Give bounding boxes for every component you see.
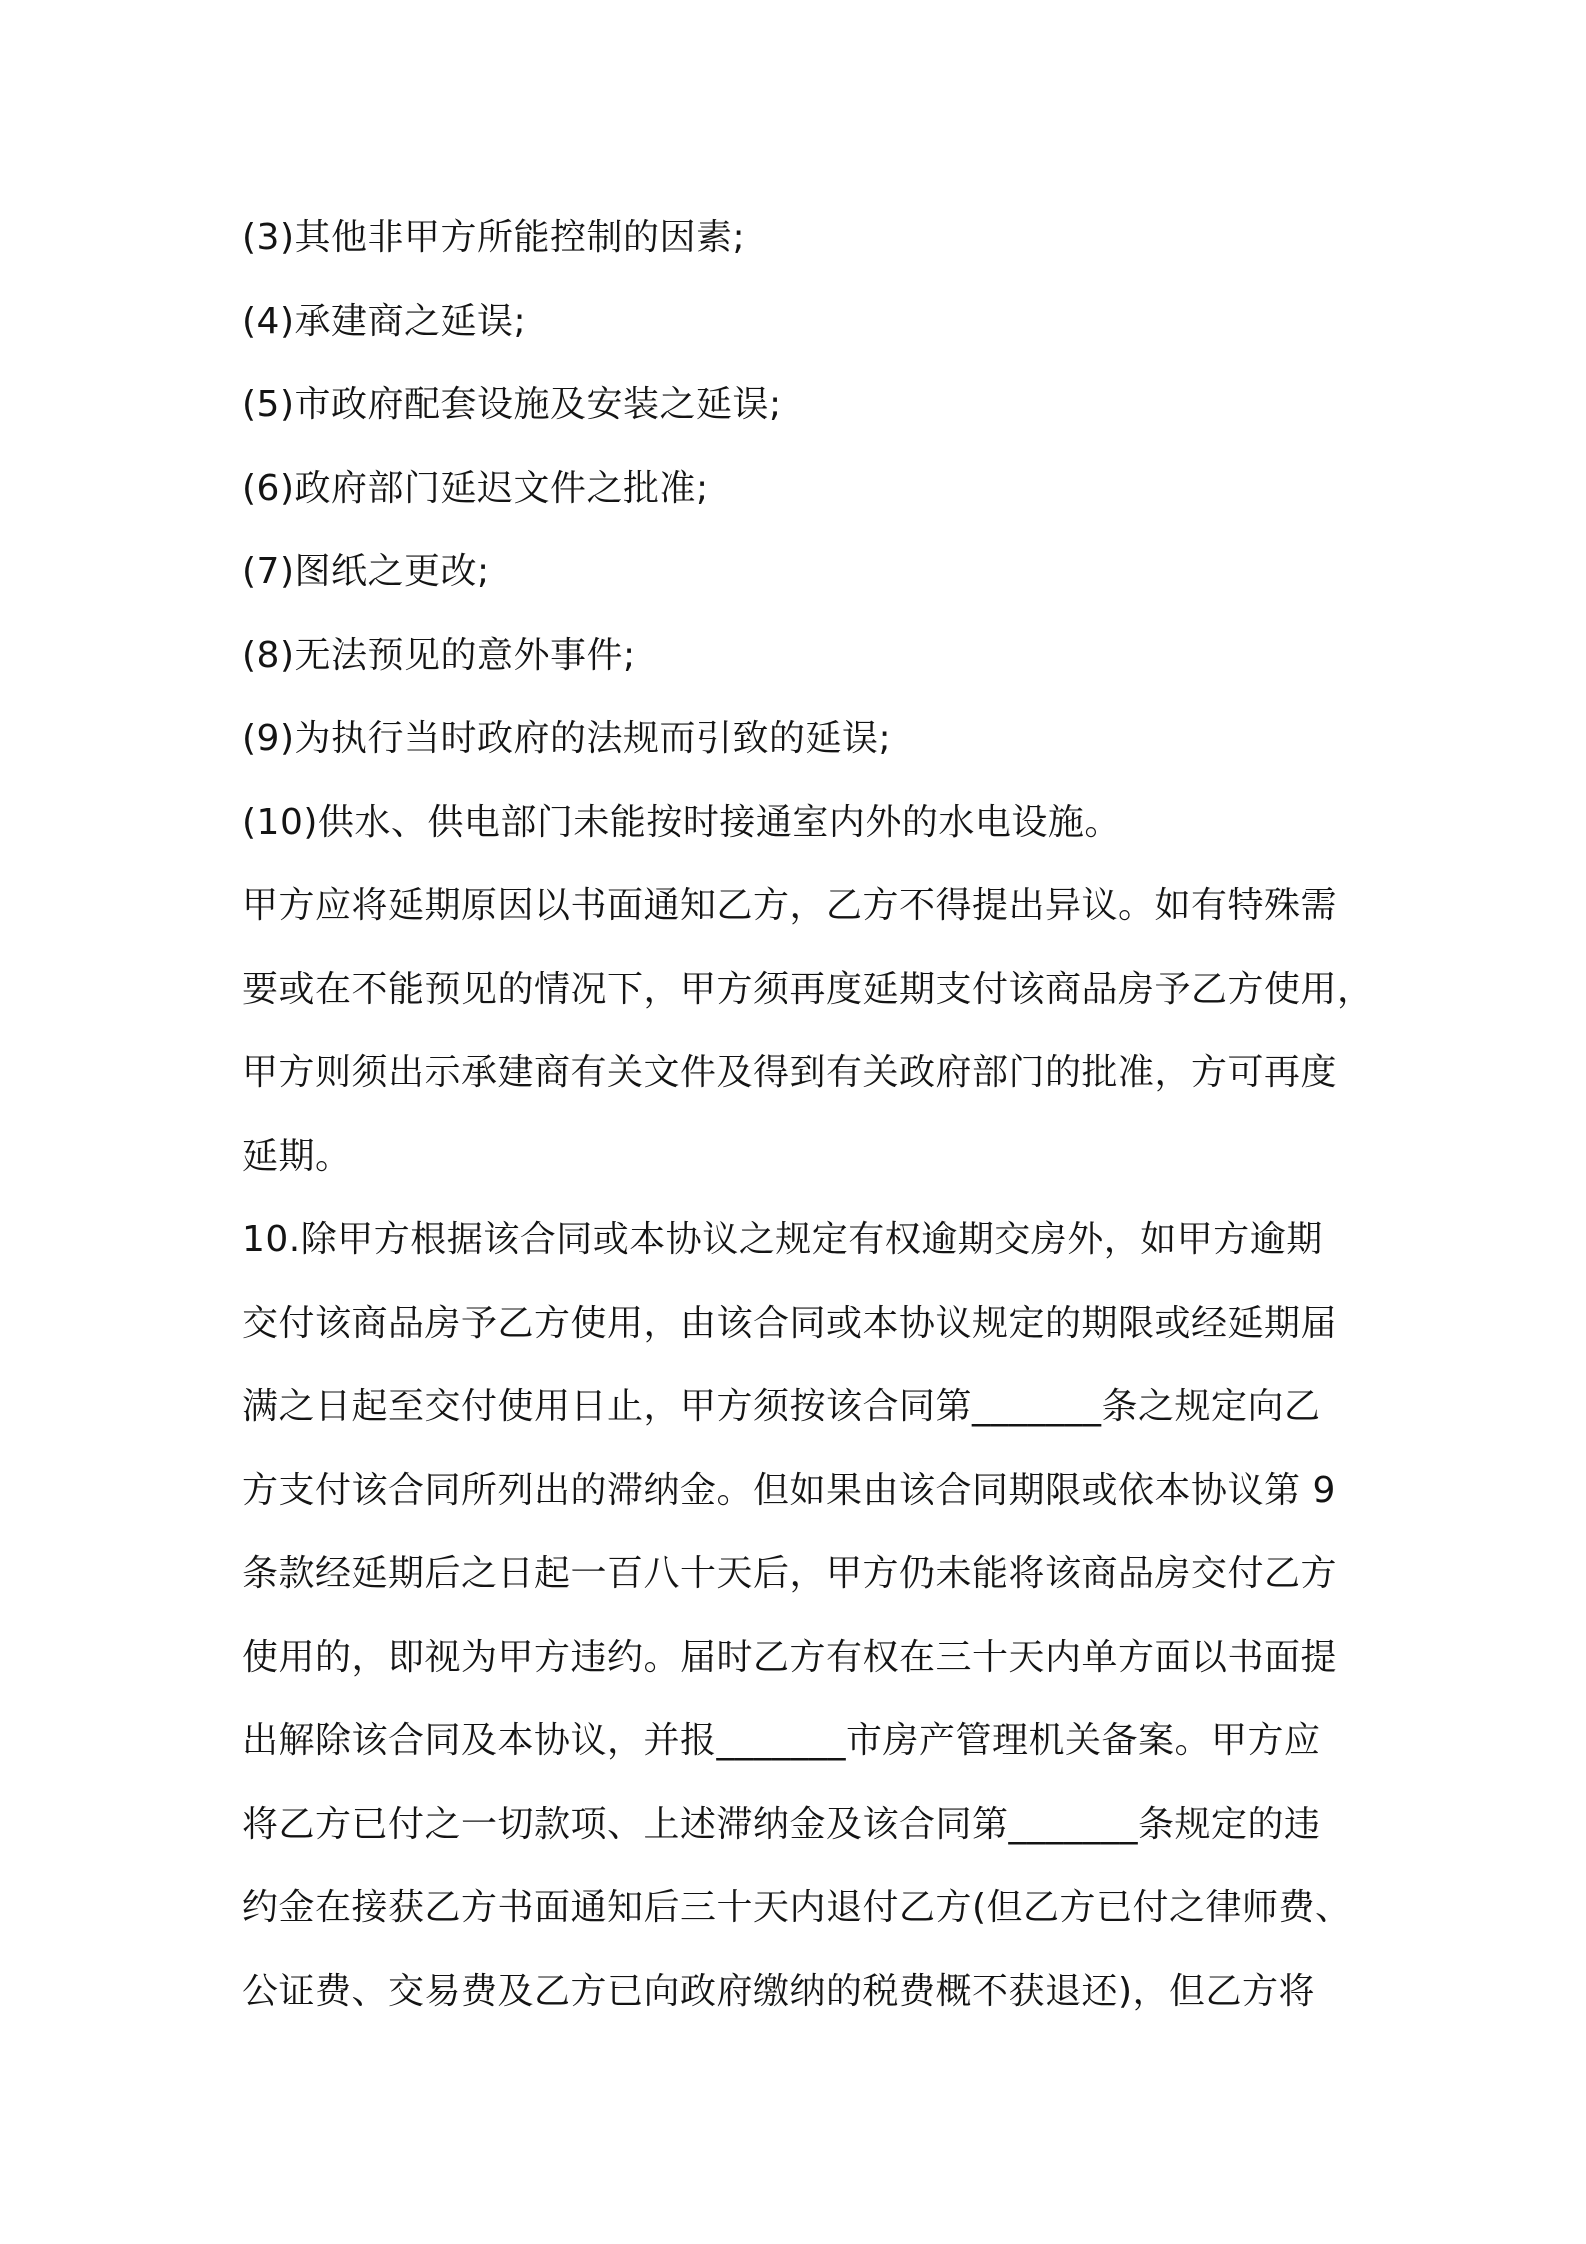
clause-10-line: 公证费、交易费及乙方已向政府缴纳的税费概不获退还)，但乙方将 bbox=[242, 1970, 1316, 2012]
list-item-8: (8)无法预见的意外事件; bbox=[242, 634, 636, 676]
list-item-5: (5)市政府配套设施及安装之延误; bbox=[242, 384, 782, 425]
list-item-6: (6)政府部门延迟文件之批准; bbox=[242, 467, 709, 509]
clause-10-line: 交付该商品房予乙方使用，由该合同或本协议规定的期限或经延期届 bbox=[242, 1302, 1338, 1344]
clause-10-line: 出解除该合同及本协议，并报_______市房产管理机关备案。甲方应 bbox=[242, 1720, 1321, 1761]
list-item-7: (7)图纸之更改; bbox=[242, 551, 490, 592]
clause-10-line: 条款经延期后之日起一百八十天后，甲方仍未能将该商品房交付乙方 bbox=[242, 1553, 1338, 1594]
list-item-10: (10)供水、供电部门未能按时接通室内外的水电设施。 bbox=[242, 801, 1121, 843]
list-item-9: (9)为执行当时政府的法规而引致的延误; bbox=[242, 718, 892, 759]
clause-10-line: 10.除甲方根据该合同或本协议之规定有权逾期交房外，如甲方逾期 bbox=[242, 1219, 1323, 1260]
list-item-3: (3)其他非甲方所能控制的因素; bbox=[242, 217, 746, 258]
paragraph-delay-notice-line: 延期。 bbox=[242, 1135, 352, 1177]
list-item-4: (4)承建商之延误; bbox=[242, 300, 527, 342]
clause-10-line: 满之日起至交付使用日止，甲方须按该合同第_______条之规定向乙 bbox=[242, 1386, 1321, 1427]
clause-10-line: 将乙方已付之一切款项、上述滞纳金及该合同第_______条规定的违 bbox=[242, 1803, 1321, 1845]
paragraph-delay-notice-line: 甲方则须出示承建商有关文件及得到有关政府部门的批准，方可再度 bbox=[242, 1052, 1338, 1093]
paragraph-delay-notice-line: 甲方应将延期原因以书面通知乙方，乙方不得提出异议。如有特殊需 bbox=[242, 885, 1338, 926]
clause-10-line: 使用的，即视为甲方违约。届时乙方有权在三十天内单方面以书面提 bbox=[242, 1636, 1338, 1678]
document-body bbox=[242, 196, 1374, 2033]
clause-10-line: 约金在接获乙方书面通知后三十天内退付乙方(但乙方已付之律师费、 bbox=[242, 1887, 1352, 1928]
paragraph-delay-notice-line: 要或在不能预见的情况下，甲方须再度延期支付该商品房予乙方使用， bbox=[242, 968, 1374, 1010]
clause-10-line: 方支付该合同所列出的滞纳金。但如果由该合同期限或依本协议第 9 bbox=[242, 1469, 1336, 1511]
